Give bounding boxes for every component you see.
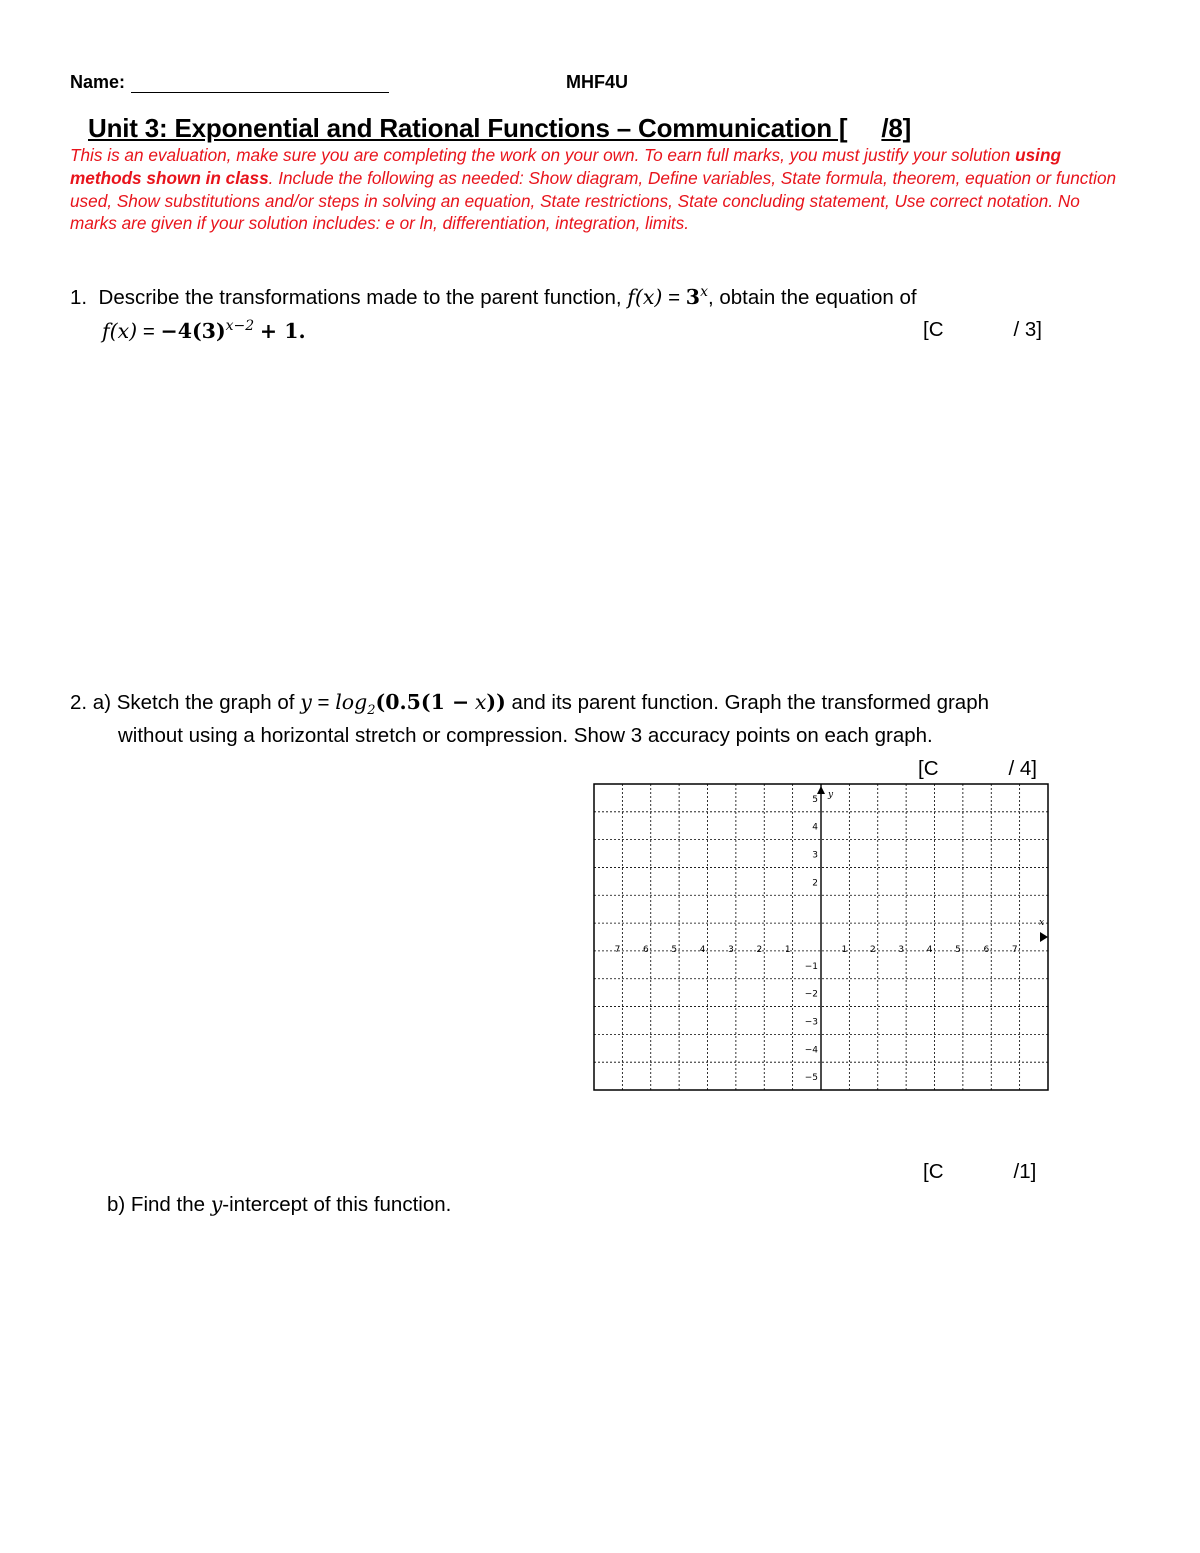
q2a-log: log xyxy=(335,690,368,714)
q1-equals: = xyxy=(668,285,681,309)
q1-eq-exp: x−2 xyxy=(225,318,255,334)
q1-eq-tail: + 1. xyxy=(259,318,306,343)
title-total: /8] xyxy=(881,113,912,143)
x-axis-label: x xyxy=(1039,918,1045,928)
y-tick-label: −4 xyxy=(804,1045,818,1056)
instructions xyxy=(70,144,1120,235)
y-tick-label: 2 xyxy=(812,878,818,889)
q2a-text-1: 2. a) Sketch the graph of xyxy=(70,691,295,714)
instructions-emphasis: using methods shown in class xyxy=(70,145,1061,188)
q2b-marks xyxy=(923,1160,1036,1184)
q2b-marks-open: [C xyxy=(923,1160,944,1183)
q2b-var: y xyxy=(210,1192,223,1216)
q1-parent-fx: f(x) xyxy=(627,284,663,309)
q1-eq-rhs: −4(3) xyxy=(160,318,226,343)
q2b-marks-close: /1] xyxy=(1013,1160,1037,1183)
y-tick-label: −1 xyxy=(804,961,818,972)
y-tick-label: −5 xyxy=(804,1073,818,1084)
course-code: MHF4U xyxy=(566,72,628,92)
q2a-text-2: and its parent function. Graph the transformed graph xyxy=(511,691,990,714)
x-tick-label: 3 xyxy=(898,945,905,955)
question-2a-line-2: without using a horizontal stretch or compression. Show 3 accuracy points on each graph. xyxy=(118,724,933,747)
y-tick-label: −3 xyxy=(804,1017,818,1028)
q2a-marks xyxy=(918,757,1037,781)
q2a-arg-x: x xyxy=(474,690,487,714)
name-blank-line[interactable] xyxy=(131,74,389,93)
x-tick-label: 1 xyxy=(784,945,791,955)
q1-marks-open: [C xyxy=(923,318,944,341)
x-tick-label: 6 xyxy=(983,945,990,955)
y-tick-label: 4 xyxy=(812,822,818,833)
q1-eq-equals: = xyxy=(142,319,155,343)
x-tick-label: 5 xyxy=(671,945,678,955)
y-axis-arrow xyxy=(817,786,825,794)
instructions-part1: This is an evaluation, make sure you are completing the work on your own. To earn full marks, you must justify your solution xyxy=(70,145,1016,165)
q1-parent-exp: x xyxy=(700,284,708,300)
x-tick-label: 5 xyxy=(955,945,961,955)
x-tick-label: 1 xyxy=(841,945,848,955)
title-main: Unit 3: Exponential and Rational Functions – Communication [ xyxy=(88,113,848,143)
x-axis-arrow xyxy=(1040,932,1048,942)
x-tick-label: 7 xyxy=(614,945,621,955)
x-tick-label: 4 xyxy=(699,945,706,955)
q2a-arg-1: (0.5(1 − xyxy=(375,690,470,714)
y-tick-label: −2 xyxy=(804,989,818,1000)
question-2b xyxy=(107,1192,451,1217)
x-tick-label: 6 xyxy=(643,945,649,955)
x-tick-label: 4 xyxy=(926,945,933,955)
name-label: Name: xyxy=(70,72,126,92)
q1-eq-fx: f(x) xyxy=(102,318,138,343)
q2a-base: 2 xyxy=(367,703,376,719)
q2a-y: y xyxy=(300,690,312,714)
q1-marks-close: / 3] xyxy=(1013,318,1042,341)
q1-parent-base: 3 xyxy=(685,284,701,309)
q1-text-b: , obtain the equation of xyxy=(707,285,917,309)
q1-number: 1. xyxy=(70,285,88,309)
y-tick-label: 3 xyxy=(812,850,818,861)
q2b-text-1: b) Find the xyxy=(107,1193,205,1216)
question-1-line-2 xyxy=(102,318,306,344)
x-tick-label: 3 xyxy=(728,945,734,955)
coordinate-grid[interactable] xyxy=(593,783,1049,1091)
name-field xyxy=(70,72,389,93)
q1-marks xyxy=(923,318,1042,342)
q2b-text-2: -intercept of this function. xyxy=(222,1193,452,1216)
y-tick-label: 5 xyxy=(812,794,818,805)
q1-text-a: Describe the transformations made to the parent function, xyxy=(98,285,622,309)
page-title xyxy=(88,113,911,144)
instructions-part2: . Include the following as needed: Show diagram, Define variables, State formula, theorem, equation or function used, Show substitutions and/or steps in solving an equation, State restrictions, State concluding statement, Use correct notation. No marks are given if your solution includes: e or ln, differentiation, integration, limits. xyxy=(70,167,1117,234)
question-2a-line-1 xyxy=(70,690,989,718)
q2a-eq: = xyxy=(317,691,330,714)
x-tick-label: 2 xyxy=(870,945,876,955)
q2a-marks-close: / 4] xyxy=(1008,757,1037,780)
q2a-arg-2: )) xyxy=(486,690,506,714)
y-axis-label: y xyxy=(828,790,834,800)
x-tick-label: 2 xyxy=(756,945,763,955)
q2a-marks-open: [C xyxy=(918,757,939,780)
x-tick-label: 7 xyxy=(1011,945,1018,955)
question-1-line-1 xyxy=(70,284,917,310)
